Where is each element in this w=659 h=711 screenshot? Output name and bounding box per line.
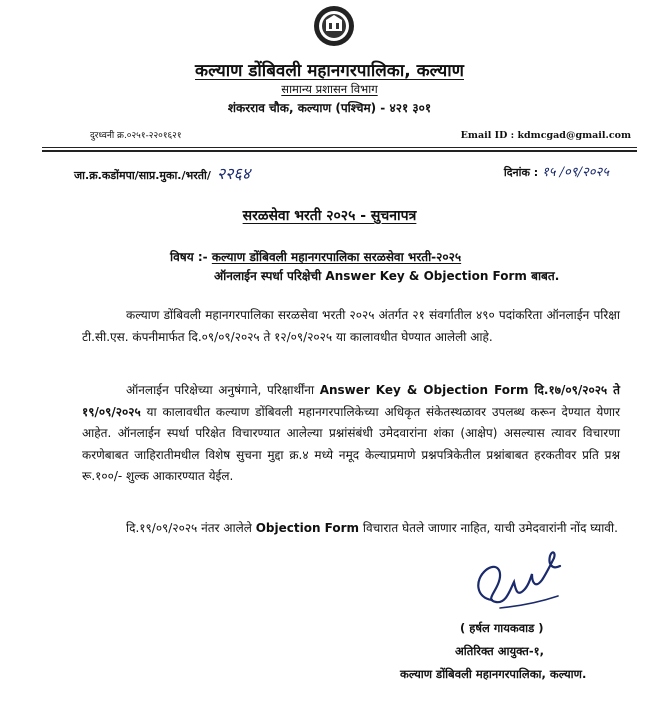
organization-title: कल्याण डोंबिवली महानगरपालिका, कल्याण — [195, 61, 464, 81]
paragraph-3-highlight: Objection Form — [255, 521, 360, 535]
phone-number: दुरध्वनी क्र.०२५१-२२०१६२१ — [90, 131, 182, 141]
email-address: Email ID : kdmcgad@gmail.com — [460, 130, 631, 141]
date-value: १५ /०९/२०२५ — [542, 165, 609, 180]
subject-block — [170, 248, 640, 286]
date-label: दिनांक : — [503, 166, 539, 179]
signatory-designation: अतिरिक्त आयुक्त-१, — [455, 644, 544, 658]
notice-title: सरळसेवा भरती २०२५ - सुचनापत्र — [242, 208, 417, 224]
reference-prefix: जा.क्र.कडोंमपा/साप्र.मुका./भरती/ — [74, 169, 211, 182]
paragraph-exam-info: कल्याण डोंबिवली महानगरपालिका सरळसेवा भरती २०२५ अंतर्गत २१ संवर्गातील ४९० पदांकरिता ऑनलाईन परिक्षा टी.सी.एस. कंपनीमार्फत दि.०९/०९/२०२५ ते १२/०९/२०२५ या कालावधीत घेण्यात आलेली आहे. — [82, 308, 620, 344]
paragraph-2-highlight: Answer Key & Objection Form दि.१७/०९/२०२५ ते १९/०९/२०२५ — [82, 383, 620, 419]
paragraph-2-details: या कालावधीत कल्याण डोंबिवली महानगरपालिकेच्या अधिकृत संकेतस्थळावर उपलब्ध करून देण्यात येणार आहेत. ऑनलाईन स्पर्धा परिक्षेत विचारण्यात आलेल्या प्रश्नांसंबंधी उमेदवारांना शंका (आक्षेप) असल्यास त्यावर विचारणा करणेबाबत जाहिरातीमधील विशेष सुचना मुद्दा क्र.४ मध्ये नमूद केल्याप्रमाणे प्रश्नपत्रिकेतील प्रश्नांबाबत हरकतीवर प्रति प्रश्न रू.१००/- शुल्क आकारण्यात येईल. — [82, 404, 620, 483]
signatory-name: ( हर्षल गायकवाड ) — [460, 621, 544, 635]
paragraph-3-intro: दि.१९/०९/२०२५ नंतर आलेले — [126, 521, 252, 535]
subject-line-1: कल्याण डोंबिवली महानगरपालिका सरळसेवा भरती-२०२५ — [211, 250, 462, 264]
header-divider-thin — [42, 147, 637, 148]
letter-date — [504, 162, 609, 180]
subject-line-2: ऑनलाईन स्पर्धा परिक्षेची Answer Key & Objection Form बाबत. — [214, 269, 560, 283]
paragraph-2-intro: ऑनलाईन परिक्षेच्या अनुषंगाने, परिक्षार्थींना — [126, 383, 315, 397]
handwritten-signature — [470, 540, 566, 618]
paragraph-answer-key — [82, 380, 620, 488]
reference-handwritten-number: २२६४ — [216, 164, 251, 183]
paragraph-deadline-note — [82, 518, 620, 540]
signatory-organization: कल्याण डोंबिवली महानगरपालिका, कल्याण. — [400, 667, 587, 681]
paragraph-3-rest: विचारात घेतले जाणार नाहित, याची उमेदवारांनी नोंद घ्यावी. — [362, 521, 618, 535]
department-name: सामान्य प्रशासन विभाग — [281, 82, 378, 96]
office-address: शंकरराव चौक, कल्याण (पश्चिम) - ४२१ ३०१ — [227, 101, 432, 115]
header-divider-thick — [42, 150, 637, 152]
reference-number — [74, 162, 250, 184]
subject-label: विषय :- — [170, 250, 208, 264]
corporation-seal-logo — [312, 4, 356, 48]
